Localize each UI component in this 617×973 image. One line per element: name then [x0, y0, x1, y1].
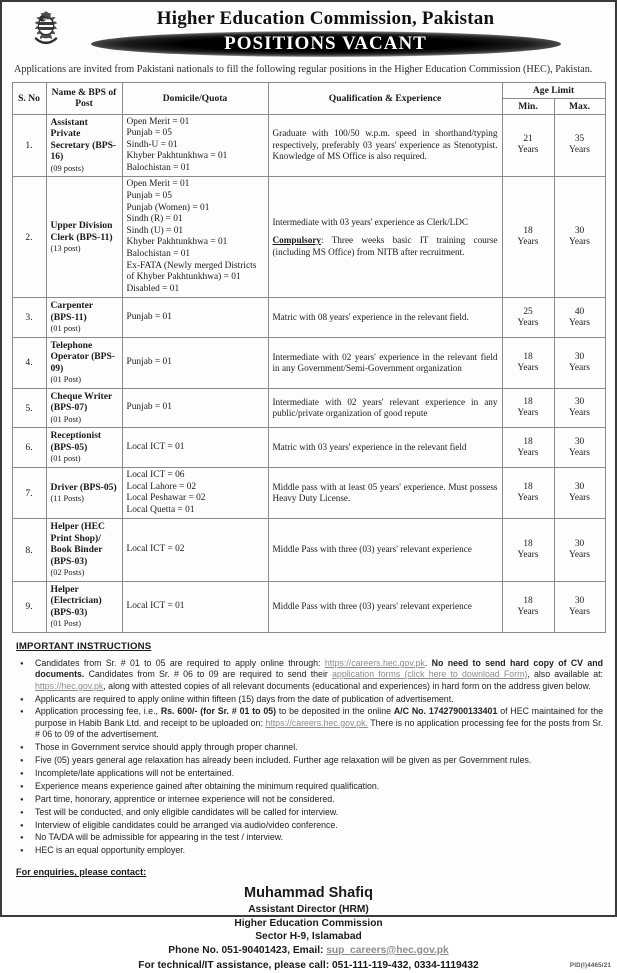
th-qualification: Qualification & Experience [268, 82, 502, 114]
cell-post-name: Assistant Private Secretary (BPS-16) (09 posts) [46, 114, 122, 177]
instruction-item [16, 658, 603, 692]
instruction-item [16, 706, 603, 740]
cell-sno: 7. [12, 467, 46, 518]
cell-post-name: Receptionist (BPS-05) (01 post) [46, 428, 122, 468]
table-body [12, 114, 605, 632]
tech-support-row [2, 957, 615, 973]
cell-post-name: Telephone Operator (BPS-09) (01 Post) [46, 337, 122, 388]
inline-link[interactable]: application forms (click here to download Form) [332, 669, 528, 680]
positions-vacant-banner [10, 31, 607, 58]
cell-post-count: (11 Posts) [50, 494, 84, 504]
th-age-max: Max. [554, 98, 605, 114]
contact-block [2, 877, 615, 973]
cell-age-max: 30 Years [554, 428, 605, 468]
positions-table [12, 82, 606, 633]
table-row [12, 467, 605, 518]
cell-domicile: Local ICT = 01 [122, 428, 268, 468]
cell-post-count: (01 Post) [50, 414, 81, 424]
cell-age-max: 30 Years [554, 581, 605, 632]
instruction-text: , along with attested copies of all relevant documents (educational and experiences) in hard form on the address given below. [103, 680, 591, 691]
th-age-min: Min. [502, 98, 554, 114]
tech-support-line: For technical/IT assistance, please call: 051-111-119-432, 0334-1119432 [138, 960, 479, 972]
instruction-item [16, 794, 603, 805]
emphasis-text: Rs. 600/- (for Sr. # 01 to 05) [160, 706, 277, 717]
instruction-text: There is no application processing fee for the posts from Sr. # 06 to 09 of the advertisement. [35, 717, 603, 740]
contact-address: Sector H-9, Islamabad [255, 931, 362, 943]
th-name: Name & BPS of Post [46, 82, 122, 114]
cell-qualification: Matric with 08 years' experience in the relevant field. [268, 298, 502, 338]
table-row [12, 114, 605, 177]
cell-sno: 1. [12, 114, 46, 177]
instructions-title: IMPORTANT INSTRUCTIONS [16, 640, 152, 652]
cell-sno: 8. [12, 519, 46, 582]
cell-age-max: 30 Years [554, 177, 605, 298]
cell-post-count: (01 post) [50, 324, 81, 334]
instruction-text: Interview of eligible candidates could be arranged via audio/video conference. [35, 819, 338, 830]
masthead [2, 2, 615, 58]
instruction-text: No TA/DA will be admissible for appearing in the test / interview. [35, 832, 284, 843]
pid-code: PID(I)4465/21 [569, 962, 611, 970]
cell-age-max: 30 Years [554, 467, 605, 518]
cell-age-max: 30 Years [554, 388, 605, 428]
cell-age-min: 18 Years [502, 581, 554, 632]
instruction-item [16, 768, 603, 779]
emphasis-text: A/C No. 17427900133401 [393, 706, 498, 717]
organization-title: Higher Education Commission, Pakistan [156, 8, 495, 29]
instruction-text: Candidates from Sr. # 01 to 05 are required to apply online through: [35, 657, 325, 668]
cell-domicile: Punjab = 01 [122, 337, 268, 388]
compulsory-label: Compulsory [272, 235, 321, 246]
cell-sno: 3. [12, 298, 46, 338]
cell-age-max: 35 Years [554, 114, 605, 177]
cell-qualification: Intermediate with 02 years' experience in the relevant field in any Government/Semi-Government organization [268, 337, 502, 388]
instruction-text: Those in Government service should apply through proper channel. [35, 742, 298, 753]
cell-qualification: Matric with 03 years' experience in the relevant field [268, 428, 502, 468]
instruction-text: Five (05) years general age relaxation has already been included. Further age relaxation will be given as per Government rules. [35, 755, 532, 766]
cell-qualification: Graduate with 100/50 w.p.m. speed in shorthand/typing respectively, preferably 03 years' experience as Stenotypist. Knowledge of MS Office is also required. [268, 114, 502, 177]
email-link[interactable]: sup_careers@hec.gov.pk [326, 944, 449, 956]
instruction-text: Test will be conducted, and only eligible candidates will be called for interview. [35, 806, 339, 817]
cell-age-min: 18 Years [502, 177, 554, 298]
cell-age-min: 18 Years [502, 519, 554, 582]
table-row [12, 337, 605, 388]
table-row [12, 177, 605, 298]
cell-post-name: Cheque Writer (BPS-07) (01 Post) [46, 388, 122, 428]
cell-post-count: (01 Post) [50, 375, 81, 385]
instruction-item [16, 845, 603, 856]
important-instructions-section [2, 633, 615, 857]
inline-link[interactable]: https://careers.hec.gov.pk. [265, 717, 368, 728]
instruction-text: to be deposited in the online [276, 706, 394, 717]
cell-sno: 6. [12, 428, 46, 468]
cell-sno: 5. [12, 388, 46, 428]
contact-organization: Higher Education Commission [234, 917, 383, 929]
instruction-text: . [424, 657, 432, 668]
table-header [12, 82, 605, 114]
banner-label: POSITIONS VACANT [224, 33, 427, 54]
cell-age-max: 30 Years [554, 519, 605, 582]
cell-age-min: 18 Years [502, 337, 554, 388]
cell-domicile: Open Merit = 01 Punjab = 05 Punjab (Women) = 01 Sindh (R) = 01 Sindh (U) = 01 Khyber Pakhtunkhwa = 01 Balochistan = 01 Ex-FATA (Newly merged Districts of Khyber Pakhtunkhwa) = 01 Disabled = 01 [122, 177, 268, 298]
cell-qualification: Middle Pass with three (03) years' relevant experience [268, 581, 502, 632]
instruction-item [16, 694, 603, 705]
cell-age-min: 18 Years [502, 388, 554, 428]
cell-qualification: Middle pass with at least 05 years' experience. Must possess Heavy Duty License. [268, 467, 502, 518]
instruction-item [16, 781, 603, 792]
cell-post-name: Carpenter (BPS-11) (01 post) [46, 298, 122, 338]
cell-post-count: (09 posts) [50, 163, 84, 173]
cell-post-count: (02 Posts) [50, 568, 85, 578]
instruction-text: Candidates from Sr. # 06 to 09 are required to send their [84, 669, 333, 680]
instruction-text: Experience means experience gained after obtaining the minimum required qualification. [35, 780, 380, 791]
table-row [12, 428, 605, 468]
th-sno: S. No [12, 82, 46, 114]
instruction-text: Applicants are required to apply online within fifteen (15) days from the date of publication of advertisement. [35, 693, 454, 704]
cell-post-count: (13 post) [50, 244, 81, 254]
instruction-text: Part time, honorary, apprentice or internee experience will not be considered. [35, 793, 335, 804]
instruction-text: HEC is an equal opportunity employer. [35, 845, 186, 856]
cell-domicile: Open Merit = 01 Punjab = 05 Sindh-U = 01 Khyber Pakhtunkhwa = 01 Balochistan = 01 [122, 114, 268, 177]
instruction-item [16, 755, 603, 766]
inline-link[interactable]: https://hec.gov.pk [35, 680, 104, 691]
instructions-list [16, 658, 603, 857]
emphasis-text: No need to send hard copy of CV and documents. [35, 657, 603, 680]
cell-post-name: Helper (HEC Print Shop)/ Book Binder (BPS-03) (02 Posts) [46, 519, 122, 582]
inline-link[interactable]: https://careers.hec.gov.pk [324, 657, 425, 668]
instruction-item [16, 807, 603, 818]
instruction-text: Incomplete/late applications will not be entertained. [35, 767, 235, 778]
contact-designation: Assistant Director (HRM) [248, 904, 369, 916]
cell-domicile: Punjab = 01 [122, 298, 268, 338]
table-row [12, 581, 605, 632]
instruction-text: of HEC maintained for the purpose in Habib Bank Ltd. and receipt to be uploaded on: [35, 706, 604, 728]
cell-age-max: 30 Years [554, 337, 605, 388]
cell-domicile: Punjab = 01 [122, 388, 268, 428]
cell-age-min: 18 Years [502, 428, 554, 468]
contact-name: Muhammad Shafiq [244, 885, 373, 902]
th-domicile: Domicile/Quota [122, 82, 268, 114]
cell-post-name: Driver (BPS-05) (11 Posts) [46, 467, 122, 518]
enquiry-label: For enquiries, please contact: [16, 867, 147, 878]
cell-sno: 4. [12, 337, 46, 388]
cell-age-min: 18 Years [502, 467, 554, 518]
phone-label: Phone No. 051-90401423, Email: [168, 944, 327, 956]
cell-qualification: Middle Pass with three (03) years' relevant experience [268, 519, 502, 582]
cell-qualification: Intermediate with 02 years' relevant experience in any public/private organization of good repute [268, 388, 502, 428]
cell-post-name: Helper (Electrician) (BPS-03) (01 Post) [46, 581, 122, 632]
cell-post-count: (01 Post) [50, 619, 81, 629]
th-age-limit: Age Limit [502, 82, 605, 98]
table-row [12, 519, 605, 582]
cell-sno: 9. [12, 581, 46, 632]
cell-age-min: 25 Years [502, 298, 554, 338]
cell-domicile: Local ICT = 02 [122, 519, 268, 582]
table-row [12, 388, 605, 428]
cell-domicile: Local ICT = 06 Local Lahore = 02 Local Peshawar = 02 Local Quetta = 01 [122, 467, 268, 518]
intro-paragraph: Applications are invited from Pakistani nationals to fill the following regular positions in the Higher Education Commission (HEC), Pakistan. [14, 64, 593, 75]
cell-domicile: Local ICT = 01 [122, 581, 268, 632]
cell-post-name: Upper Division Clerk (BPS-11) (13 post) [46, 177, 122, 298]
instruction-item [16, 742, 603, 753]
table-row [12, 298, 605, 338]
cell-qualification: Intermediate with 03 years' experience as Clerk/LDC Compulsory: Three weeks basic IT training course (including MS Office) from NITB after recruitment. [268, 177, 502, 298]
cell-post-count: (01 post) [50, 454, 81, 464]
instruction-item [16, 820, 603, 831]
cell-age-max: 40 Years [554, 298, 605, 338]
instruction-item [16, 832, 603, 843]
contact-phone-line [2, 944, 615, 958]
instruction-text: Application processing fee, i.e., [35, 706, 161, 717]
cell-sno: 2. [12, 177, 46, 298]
instruction-text: , also available at: [527, 669, 603, 680]
cell-age-min: 21 Years [502, 114, 554, 177]
